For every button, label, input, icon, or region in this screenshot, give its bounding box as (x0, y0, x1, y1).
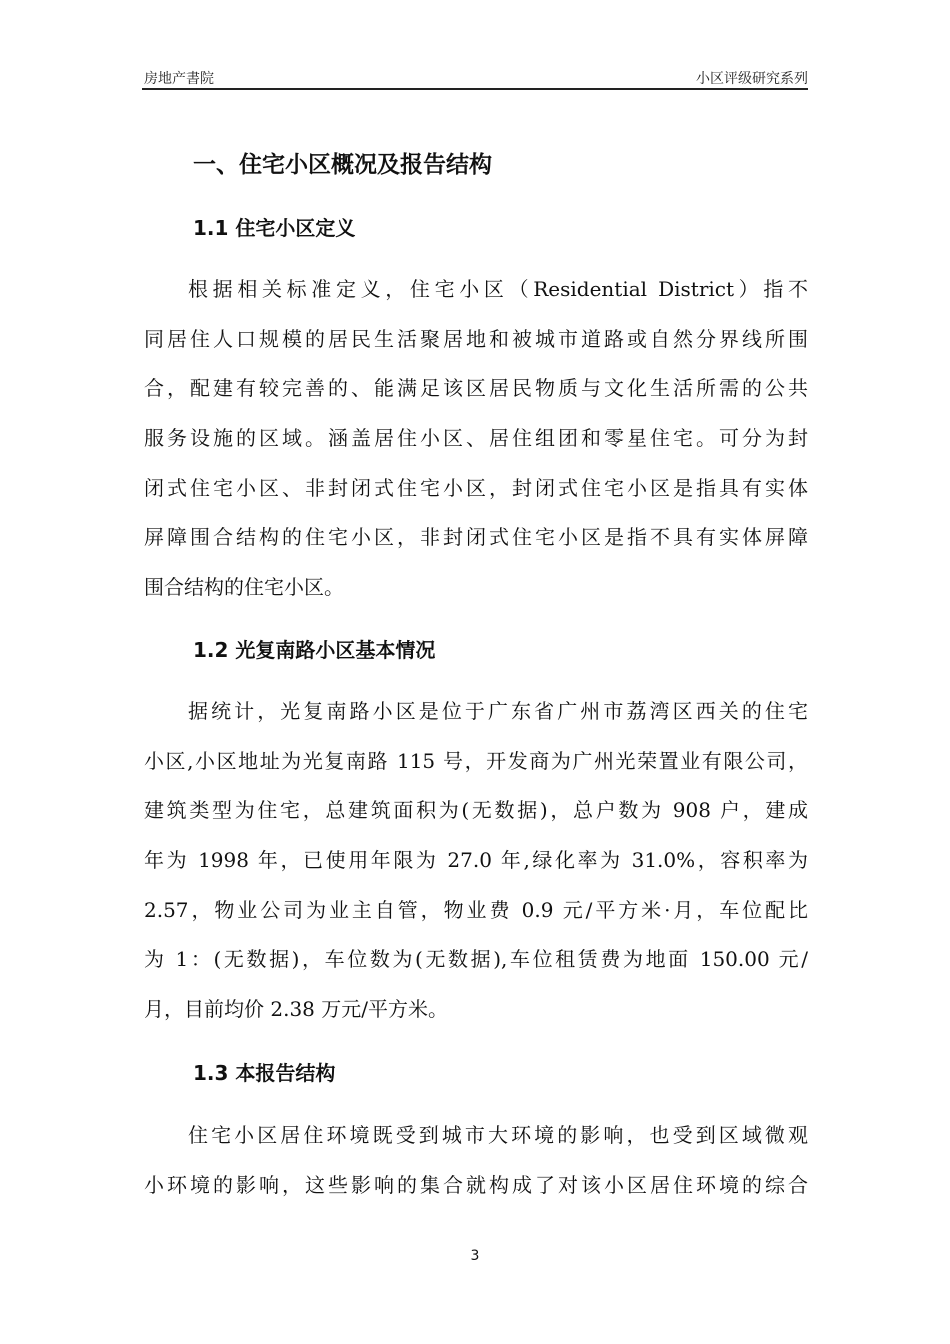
text-line: 根据相关标准定义，住宅小区（Residential District）指不 (188, 277, 808, 301)
text-line: 服务设施的区域。涵盖居住小区、居住组团和零星住宅。可分为封 (144, 426, 808, 451)
header-series: 小区评级研究系列 (696, 71, 808, 87)
heading-1-2: 1.2 光复南路小区基本情况 (193, 638, 436, 662)
heading-1-1: 1.1 住宅小区定义 (193, 216, 356, 240)
text-line: 月，目前均价 2.38 万元/平方米。 (144, 997, 448, 1022)
header-rule (142, 88, 808, 90)
header-publisher: 房地产書院 (144, 71, 214, 87)
section-title: 一、住宅小区概况及报告结构 (193, 152, 492, 178)
text-line: 小区,小区地址为光复南路 115 号，开发商为广州光荣置业有限公司， (144, 748, 808, 773)
text-line: 建筑类型为住宅，总建筑面积为(无数据)，总户数为 908 户，建成 (144, 798, 808, 823)
text-line: 屏障围合结构的住宅小区，非封闭式住宅小区是指不具有实体屏障 (144, 525, 808, 550)
text-line: 合，配建有较完善的、能满足该区居民物质与文化生活所需的公共 (144, 376, 808, 401)
paragraph-structure (144, 1111, 808, 1210)
text-line: 年为 1998 年，已使用年限为 27.0 年,绿化率为 31.0%，容积率为 (144, 848, 808, 873)
text-line: 小环境的影响，这些影响的集合就构成了对该小区居住环境的综合 (144, 1172, 808, 1197)
text-line: 住宅小区居住环境既受到城市大环境的影响，也受到区域微观 (188, 1123, 808, 1147)
heading-1-3: 1.3 本报告结构 (193, 1061, 336, 1085)
text-line: 围合结构的住宅小区。 (144, 575, 344, 600)
paragraph-basic-info (144, 687, 808, 1035)
paragraph-definition (144, 265, 808, 613)
page-number: 3 (470, 1248, 480, 1264)
text-line: 2.57，物业公司为业主自管，物业费 0.9 元/平方米·月，车位配比 (144, 897, 808, 922)
text-line: 同居住人口规模的居民生活聚居地和被城市道路或自然分界线所围 (144, 326, 808, 351)
text-line: 闭式住宅小区、非封闭式住宅小区，封闭式住宅小区是指具有实体 (144, 475, 808, 500)
text-line: 为 1：(无数据)，车位数为(无数据),车位租赁费为地面 150.00 元/ (144, 947, 808, 972)
text-line: 据统计，光复南路小区是位于广东省广州市荔湾区西关的住宅 (188, 699, 808, 723)
